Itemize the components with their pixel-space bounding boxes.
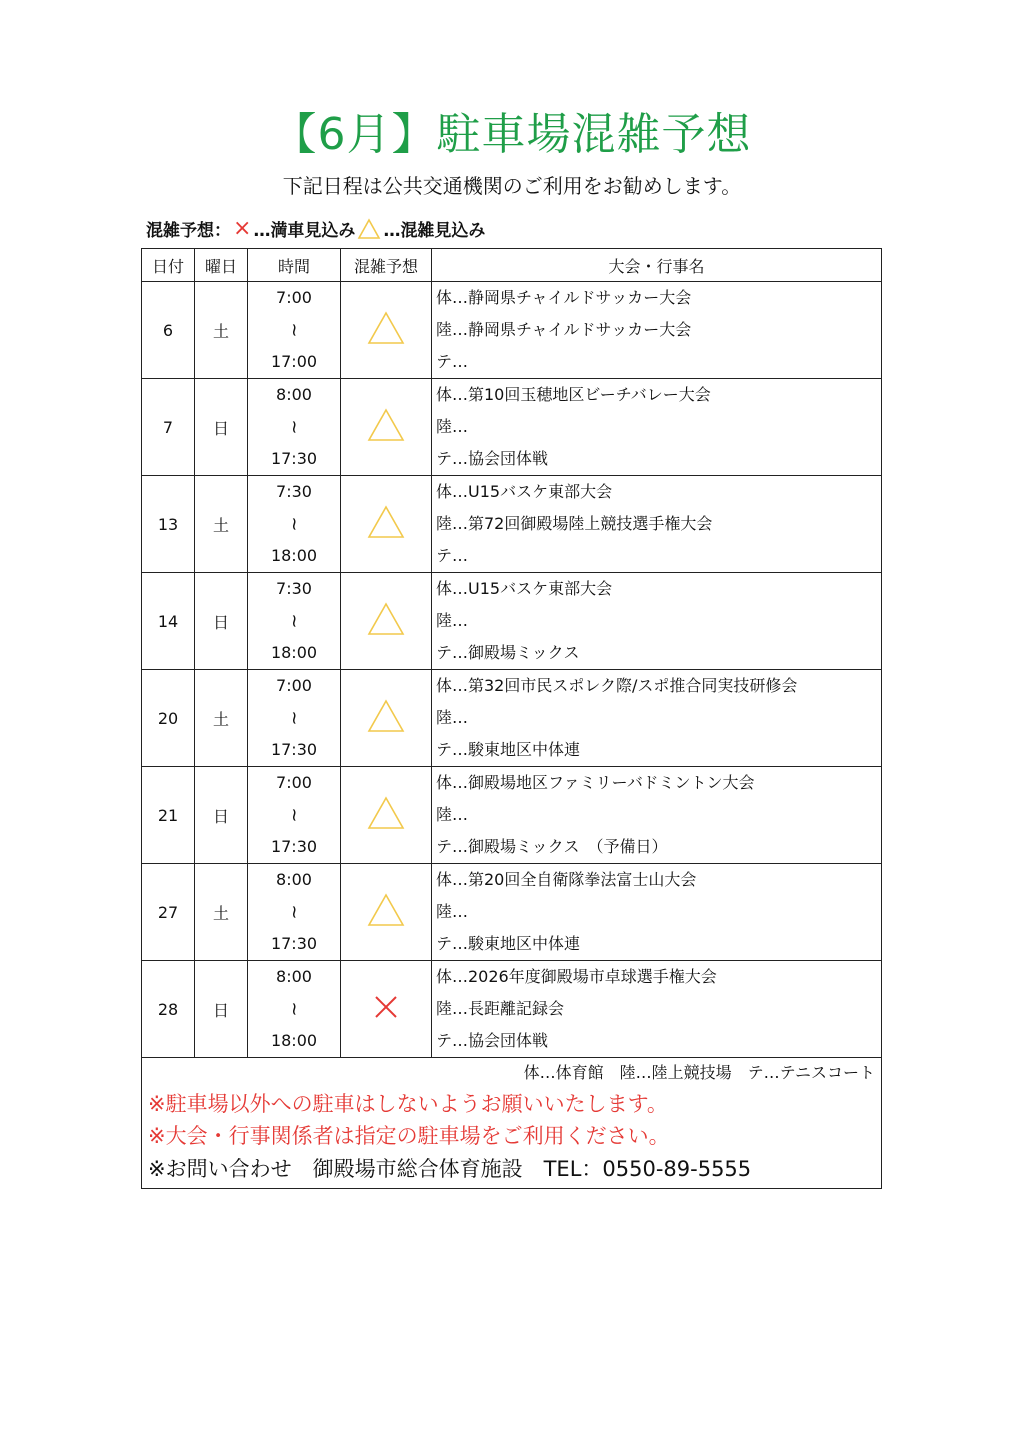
triangle-icon [366, 892, 406, 928]
time-separator: ~ [284, 419, 305, 435]
row-events [432, 864, 882, 961]
table-row [142, 864, 882, 961]
event-tennis: テ…御殿場ミックス （予備日） [436, 837, 668, 856]
time-separator: ~ [284, 613, 305, 629]
contact-info: ※お問い合わせ 御殿場市総合体育施設 TEL：0550-89-5555 [148, 1157, 752, 1181]
table-body [142, 282, 882, 1058]
notice-organizers: ※大会・行事関係者は指定の駐車場をご利用ください。 [148, 1124, 670, 1148]
time-start: 7:00 [276, 676, 312, 695]
row-prediction [341, 670, 432, 767]
event-gym: 体…2026年度御殿場市卓球選手権大会 [436, 967, 717, 986]
page-title: 【6月】駐車場混雑予想 [272, 109, 752, 160]
row-events [432, 379, 882, 476]
event-gym: 体…第20回全自衛隊拳法富士山大会 [436, 870, 697, 889]
row-day: 土 [195, 670, 248, 767]
table-row [142, 573, 882, 670]
time-start: 7:00 [276, 773, 312, 792]
row-day: 日 [195, 379, 248, 476]
row-time [248, 864, 341, 961]
row-date: 14 [142, 573, 195, 670]
table-row [142, 379, 882, 476]
triangle-icon [366, 407, 406, 443]
footer-cell [142, 1058, 882, 1189]
time-start: 8:00 [276, 967, 312, 986]
legend-prefix: 混雑予想： [146, 221, 231, 241]
row-events [432, 961, 882, 1058]
header-day: 曜日 [195, 249, 248, 282]
event-track: 陸…静岡県チャイルドサッカー大会 [436, 320, 692, 339]
row-prediction [341, 379, 432, 476]
event-tennis: テ… [436, 352, 469, 371]
notice-parking: ※駐車場以外への駐車はしないようお願いいたします。 [148, 1092, 668, 1116]
table-row [142, 670, 882, 767]
table-row [142, 767, 882, 864]
time-end: 17:00 [270, 352, 318, 371]
time-start: 7:00 [276, 288, 312, 307]
row-day: 土 [195, 476, 248, 573]
time-end: 18:00 [270, 1031, 318, 1050]
time-separator: ~ [284, 1001, 305, 1017]
row-day: 日 [195, 767, 248, 864]
table-header-row [142, 249, 882, 282]
row-time [248, 573, 341, 670]
event-track: 陸…長距離記録会 [436, 999, 565, 1018]
event-track: 陸… [436, 611, 469, 630]
time-start: 8:00 [276, 870, 312, 889]
triangle-icon [366, 310, 406, 346]
schedule-table [141, 248, 882, 1189]
time-separator: ~ [284, 710, 305, 726]
row-date: 7 [142, 379, 195, 476]
row-time [248, 767, 341, 864]
row-events [432, 282, 882, 379]
event-track: 陸…第72回御殿場陸上競技選手権大会 [436, 514, 713, 533]
header-date: 日付 [142, 249, 195, 282]
table-row [142, 282, 882, 379]
event-track: 陸… [436, 805, 469, 824]
row-day: 日 [195, 573, 248, 670]
event-track: 陸… [436, 902, 469, 921]
row-day: 土 [195, 864, 248, 961]
header-event: 大会・行事名 [432, 249, 882, 282]
event-tennis: テ…駿東地区中体連 [436, 740, 581, 759]
header-prediction: 混雑予想 [341, 249, 432, 282]
row-time [248, 476, 341, 573]
time-start: 7:30 [276, 579, 312, 598]
page-subtitle: 下記日程は公共交通機関のご利用をお勧めします。 [282, 174, 742, 198]
time-start: 7:30 [276, 482, 312, 501]
table-row [142, 476, 882, 573]
row-date: 21 [142, 767, 195, 864]
time-separator: ~ [284, 904, 305, 920]
row-prediction [341, 961, 432, 1058]
triangle-icon [366, 698, 406, 734]
event-track: 陸… [436, 417, 469, 436]
header-time: 時間 [248, 249, 341, 282]
row-prediction [341, 767, 432, 864]
event-tennis: テ… [436, 546, 469, 565]
event-gym: 体…静岡県チャイルドサッカー大会 [436, 288, 692, 307]
time-end: 18:00 [270, 643, 318, 662]
row-time [248, 961, 341, 1058]
time-end: 18:00 [270, 546, 318, 565]
row-date: 13 [142, 476, 195, 573]
legend-triangle-text: …混雑見込み [383, 221, 486, 241]
event-track: 陸… [436, 708, 469, 727]
row-prediction [341, 864, 432, 961]
row-events [432, 476, 882, 573]
time-start: 8:00 [276, 385, 312, 404]
time-separator: ~ [284, 322, 305, 338]
row-day: 日 [195, 961, 248, 1058]
time-separator: ~ [284, 516, 305, 532]
triangle-icon [357, 218, 381, 240]
venue-legend: 体…体育館 陸…陸上競技場 テ…テニスコート [523, 1063, 875, 1082]
event-gym: 体…第10回玉穂地区ビーチバレー大会 [436, 385, 711, 404]
triangle-icon [366, 504, 406, 540]
triangle-icon [366, 795, 406, 831]
event-tennis: テ…協会団体戦 [436, 449, 549, 468]
event-tennis: テ…駿東地区中体連 [436, 934, 581, 953]
event-tennis: テ…御殿場ミックス [436, 643, 580, 662]
row-prediction [341, 573, 432, 670]
legend-cross-text: …満車見込み [253, 221, 356, 241]
row-prediction [341, 476, 432, 573]
footer-row [142, 1058, 882, 1189]
event-gym: 体…U15バスケ東部大会 [436, 579, 613, 598]
event-gym: 体…U15バスケ東部大会 [436, 482, 613, 501]
congestion-legend [146, 216, 485, 241]
time-end: 17:30 [270, 934, 318, 953]
triangle-icon [366, 601, 406, 637]
row-events [432, 670, 882, 767]
event-gym: 体…御殿場地区ファミリーバドミントン大会 [436, 773, 755, 792]
table-row [142, 961, 882, 1058]
event-gym: 体…第32回市民スポレク際/スポ推合同実技研修会 [436, 676, 798, 695]
row-date: 6 [142, 282, 195, 379]
cross-icon [366, 989, 406, 1025]
event-tennis: テ…協会団体戦 [436, 1031, 549, 1050]
time-end: 17:30 [270, 449, 318, 468]
row-time [248, 379, 341, 476]
time-end: 17:30 [270, 837, 318, 856]
row-events [432, 767, 882, 864]
row-date: 20 [142, 670, 195, 767]
row-prediction [341, 282, 432, 379]
time-separator: ~ [284, 807, 305, 823]
row-date: 27 [142, 864, 195, 961]
row-events [432, 573, 882, 670]
cross-icon: × [233, 216, 252, 241]
row-date: 28 [142, 961, 195, 1058]
row-time [248, 670, 341, 767]
row-day: 土 [195, 282, 248, 379]
row-time [248, 282, 341, 379]
time-end: 17:30 [270, 740, 318, 759]
